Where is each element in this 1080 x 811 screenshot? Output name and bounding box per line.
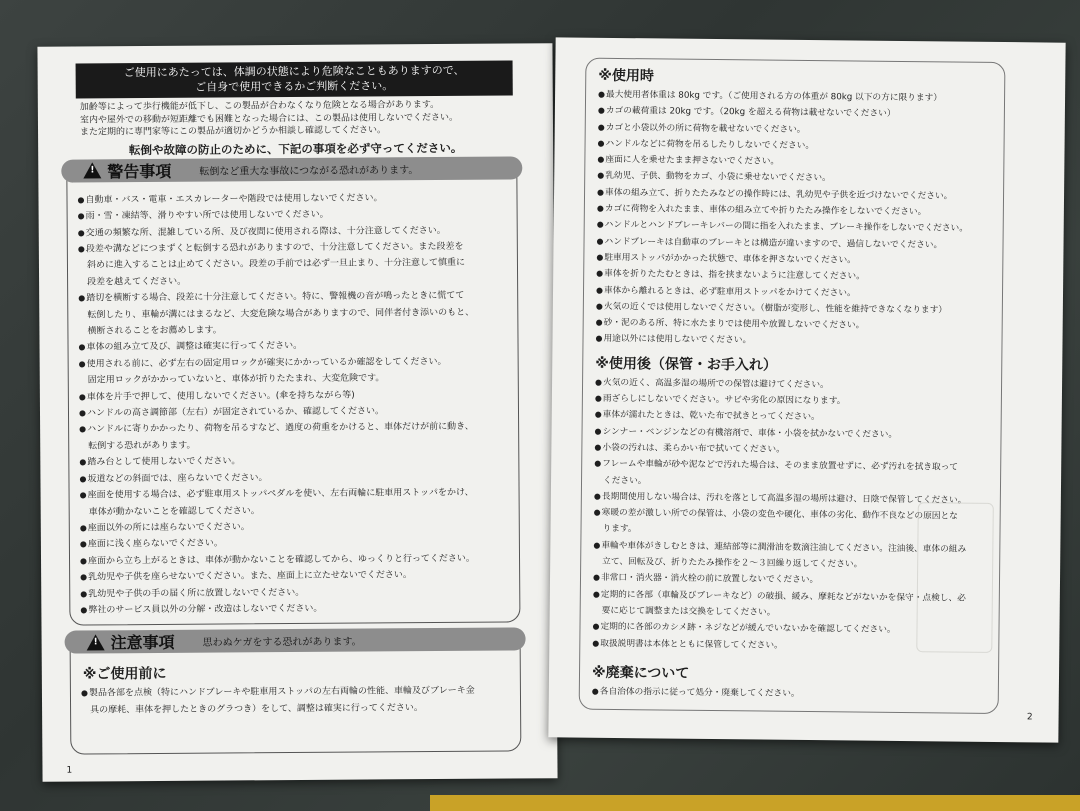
intro-line: 室内や屋外での移動が短距離でも困難となった場合には、この製品は使用しないでください。: [79, 112, 458, 126]
list-item: ● カゴと小袋以外の所に荷物を載せないでください。: [598, 119, 996, 139]
list-item: ● カゴに荷物を入れたまま、車体の組み立てや折りたたみ操作をしないでください。: [597, 201, 995, 221]
banner-line: ご使用にあたっては、体調の状態により危険なこともありますので、: [123, 63, 465, 80]
list-item: ● ハンドルとハンドブレーキレバーの間に指を入れたまま、ブレーキ操作をしないでください。: [597, 217, 995, 237]
list-item-continuation: 段差を越えてください。: [87, 276, 187, 288]
list-item: ● 火気の近くでは使用しないでください。（樹脂が変形し、性能を維持できなくなります）: [596, 299, 994, 319]
list-item: ● 乳幼児や子供を座らせないでください。また、座面上に立たせないでください。: [80, 567, 509, 586]
intro-text: [80, 98, 517, 139]
list-item: ● 用途以外には使用しないでください。: [595, 331, 993, 351]
list-item: ● 車体から離れるときは、必ず駐車用ストッパをかけてください。: [596, 282, 994, 302]
intro-line: 加齢等によって歩行機能が低下し、この製品が合わなくなり危険となる場合があります。: [79, 100, 440, 113]
caution-label-bar: [65, 628, 526, 654]
disposal-heading: ※廃棄について: [591, 664, 690, 682]
list-item: ● ハンドルなどに荷物を吊るしたりしないでください。: [597, 136, 995, 156]
list-item: ● 踏切を横断する場合、段差に十分注意してください。特に、警報機の音が鳴ったときに慌てて: [78, 288, 507, 307]
list-item: ● 各自治体の指示に従って処分・廃棄してください。: [592, 684, 990, 704]
list-item: ● 坂道などの斜面では、座らないでください。: [79, 468, 508, 487]
list-item: ● 非常口・消火器・消火栓の前に放置しないでください。: [593, 570, 991, 590]
list-item: ● 座面に人を乗せたまま押さないでください。: [597, 152, 995, 172]
caution-subtitle: 思わぬケガをする恐れがあります。: [202, 636, 362, 650]
list-item-continuation: ります。: [602, 524, 637, 535]
list-item: ● 座面を使用する場合は、必ず駐車用ストッパペダルを使い、左右両輪に駐車用ストッパをかけ、: [80, 485, 509, 504]
list-item-continuation: 固定用ロックがかかっていないと、車体が折りたたまれ、大変危険です。: [87, 373, 385, 386]
list-item: ● 車体の組み立て、折りたたみなどの操作時には、乳幼児や子供を近づけないでください。: [597, 185, 995, 205]
list-item: ● 製品各部を点検（特にハンドブレーキや駐車用ストッパの左右両輪の性能、車輪及びブレーキ金: [81, 683, 510, 702]
list-item: ● ハンドルに寄りかかったり、荷物を吊るすなど、過度の荷重をかけると、車体だけが前に動き、: [79, 419, 508, 438]
warning-title: 警告事項: [107, 161, 172, 182]
manual-page-right: [548, 37, 1065, 742]
warning-section: [66, 161, 520, 626]
list-item: ● 定期的に各部（車輪及びブレーキなど）の破損、緩み、摩耗などがないかを保守・点検し、必: [593, 586, 991, 606]
manual-page-left: [37, 43, 557, 782]
list-item: ● 段差や溝などにつまずくと転倒する恐れがありますので、十分注意してください。また段差を: [78, 239, 507, 258]
list-item-continuation: 転倒する恐れがあります。: [88, 440, 196, 452]
list-item: ● 長期間使用しない場合は、汚れを落として高温多湿の場所は避け、日陰で保管してください。: [594, 489, 992, 509]
after-use-heading: ※使用後（保管・お手入れ）: [595, 355, 777, 374]
page-number: 2: [1026, 712, 1033, 723]
list-item: ● 踏み台として使用しないでください。: [79, 452, 508, 471]
banner-line: ご自身で使用できるかご判断ください。: [195, 79, 394, 94]
list-item: ● 弊社のサービス員以外の分解・改造はしないでください。: [80, 599, 509, 618]
warning-list: [77, 189, 509, 619]
list-item: ● 雨・雪・凍結等、滑りやすい所では使用しないでください。: [78, 206, 507, 225]
list-item: ● 定期的に各部のカシメ跡・ネジなどが緩んでいないかを確認してください。: [592, 619, 990, 639]
list-item: ● 車体を片手で押して、使用しないでください。(傘を持ちながら等): [79, 386, 508, 405]
list-item: ● 車体の組み立て及び、調整は確実に行ってください。: [78, 337, 507, 356]
list-item-continuation: 具の摩耗、車体を押したときのグラつき）をして、調整は確実に行ってください。: [90, 702, 423, 716]
caution-title: 注意事項: [110, 633, 175, 653]
list-item-continuation: 転倒したり、車輪が溝にはまるなど、大変危険な場合がありますので、同伴者付き添いのもと、: [87, 307, 475, 321]
list-item: ● 乳幼児や子供の手の届く所に放置しないでください。: [80, 583, 509, 602]
list-item-continuation: 横断されることをお薦めします。: [87, 325, 222, 337]
list-item: ● 使用される前に、必ず左右の固定用ロックが確実にかかっているか確認をしてください。: [79, 353, 508, 372]
list-item-continuation: 斜めに進入することは止めてください。段差の手前では必ず一旦止まり、十分注意して慎重に: [86, 258, 466, 271]
list-item: ● 自動車・バス・電車・エスカレーターや階段では使用しないでください。: [77, 189, 506, 208]
warning-triangle-icon: [83, 163, 101, 179]
disposal-list: [592, 684, 990, 704]
usage-notice-banner: [76, 60, 513, 98]
warning-subtitle: 転倒など重大な事故につながる恐れがあります。: [199, 164, 419, 178]
emphasis-heading: 転倒や故障の防止のために、下記の事項を必ず守ってください。: [128, 140, 463, 157]
list-item-continuation: ください。: [602, 475, 647, 486]
list-item: ● 火気の近く、高温多湿の場所での保管は避けてください。: [595, 375, 993, 395]
list-item: ● ハンドブレーキは自動車のブレーキとは構造が違いますので、過信しないでください。: [596, 233, 994, 253]
background-strip: [430, 795, 1080, 811]
list-item-continuation: 車体が動かないことを確認してください。: [88, 505, 260, 517]
list-item: ● 車輪や車体がきしむときは、連結部等に潤滑油を数滴注油してください。注油後、車体の組み: [593, 537, 991, 557]
right-content-box: [579, 58, 1006, 714]
list-item: ● 座面から立ち上がるときは、車体が動かないことを確認してから、ゆっくりと行ってください。: [80, 550, 509, 569]
list-item: ● 座面に浅く座らないでください。: [80, 534, 509, 553]
during-use-heading: ※使用時: [598, 67, 654, 85]
caution-list: [81, 683, 510, 719]
list-item: ● 車体が濡れたときは、乾いた布で拭きとってください。: [595, 407, 993, 427]
list-item: ● 車体を折りたたむときは、指を挟まないように注意してください。: [596, 266, 994, 286]
intro-line: また定期的に専門家等にこの製品が適切かどうか相談し確認してください。: [80, 125, 387, 138]
list-item: ● 小袋の汚れは、柔らかい布で拭いてください。: [594, 440, 992, 460]
list-item: ● 取扱説明書は本体とともに保管してください。: [592, 635, 990, 655]
list-item: ● ハンドルの高さ調節部（左右）が固定されているか、確認してください。: [79, 403, 508, 422]
list-item: ● カゴの載荷重は 20kg です。（20kg を超える荷物は載せないでください）: [598, 103, 996, 123]
warning-triangle-icon: [87, 634, 105, 650]
caution-section: [70, 633, 522, 755]
list-item: ● 乳幼児、子供、動物をカゴ、小袋に乗せないでください。: [597, 168, 995, 188]
list-item-continuation: 要に応じて調整または交換をしてください。: [601, 605, 776, 618]
list-item: ● フレームや車輪が砂や泥などで汚れた場合は、そのまま放置せずに、必ず汚れを拭き取って: [594, 456, 992, 476]
list-item: ● 雨ざらしにしないでください。サビや劣化の原因になります。: [595, 391, 993, 411]
warning-label-bar: [61, 156, 522, 182]
list-item: ● 座面以外の所には座らないでください。: [80, 517, 509, 536]
list-item: ● 砂・泥のある所、特に水たまりでは使用や放置しないでください。: [596, 315, 994, 335]
list-item: ● シンナー・ベンジンなどの有機溶剤で、車体・小袋を拭かないでください。: [594, 423, 992, 443]
show-through-illustration: [916, 502, 994, 653]
page-number: 1: [66, 765, 73, 776]
during-use-list: [595, 87, 996, 352]
list-item: ● 最大使用者体重は 80kg です。（ご使用される方の体重が 80kg 以下の方に限ります）: [598, 87, 996, 107]
list-item-continuation: 立て、回転及び、折りたたみ操作を２～３回繰り返してください。: [602, 556, 863, 570]
list-item: ● 寒暖の差が激しい所での保管は、小袋の変色や硬化、車体の劣化、動作不良などの原因とな: [594, 505, 992, 525]
before-use-heading: ※ご使用前に: [82, 666, 167, 683]
list-item: ● 駐車用ストッパがかかった状態で、車体を押さないでください。: [596, 250, 994, 270]
list-item: ● 交通の頻繁な所、混雑している所、及び夜間に使用される際は、十分注意してください。: [78, 222, 507, 241]
